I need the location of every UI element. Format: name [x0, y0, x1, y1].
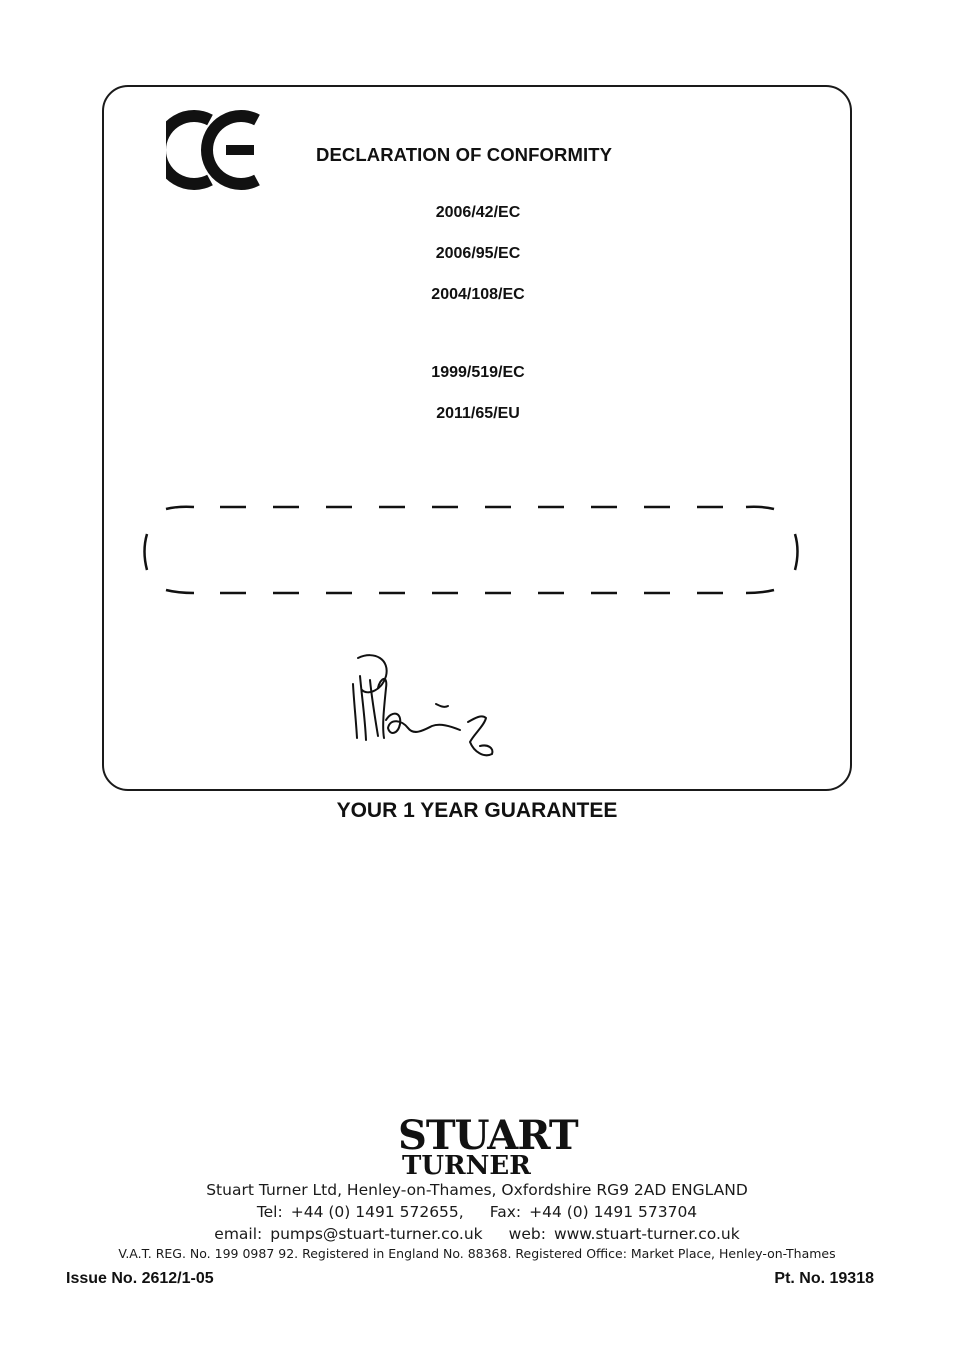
logo-line-stuart: STUART [398, 1112, 578, 1159]
stuart-turner-logo [398, 1112, 578, 1181]
directive-item: 2006/95/EC [435, 245, 521, 262]
email-address: pumps@stuart-turner.co.uk [270, 1225, 483, 1243]
fax-label: Fax: [489, 1203, 522, 1221]
company-registration: V.A.T. REG. No. 199 0987 92. Registered in England No. 88368. Registered Office: Market Place, Henley-on-Thames [118, 1246, 836, 1261]
fax-number: +44 (0) 1491 573704 [529, 1203, 698, 1221]
email-label: email: [214, 1225, 263, 1243]
web-label: web: [508, 1225, 546, 1243]
logo-line-turner: TURNER [402, 1151, 531, 1181]
guarantee-title: YOUR 1 YEAR GUARANTEE [336, 799, 618, 822]
tel-label: Tel: [256, 1203, 283, 1221]
directive-item: 2006/42/EC [435, 204, 521, 221]
web-address: www.stuart-turner.co.uk [553, 1225, 740, 1243]
company-address: Stuart Turner Ltd, Henley-on-Thames, Oxfordshire RG9 2AD ENGLAND [206, 1181, 748, 1199]
directive-item: 2011/65/EU [436, 405, 520, 422]
directive-item: 2004/108/EC [431, 286, 525, 303]
directive-item: 1999/519/EC [431, 364, 525, 381]
tel-number: +44 (0) 1491 572655, [290, 1203, 464, 1221]
issue-number: Issue No. 2612/1-05 [66, 1270, 214, 1287]
part-number: Pt. No. 19318 [774, 1270, 874, 1287]
company-phone-line [60, 1203, 894, 1221]
dashed-field-box [140, 500, 802, 598]
signature-icon [320, 648, 510, 766]
declaration-title: DECLARATION OF CONFORMITY [316, 144, 613, 165]
company-contact-line [60, 1225, 894, 1243]
ce-mark-icon [166, 106, 262, 194]
